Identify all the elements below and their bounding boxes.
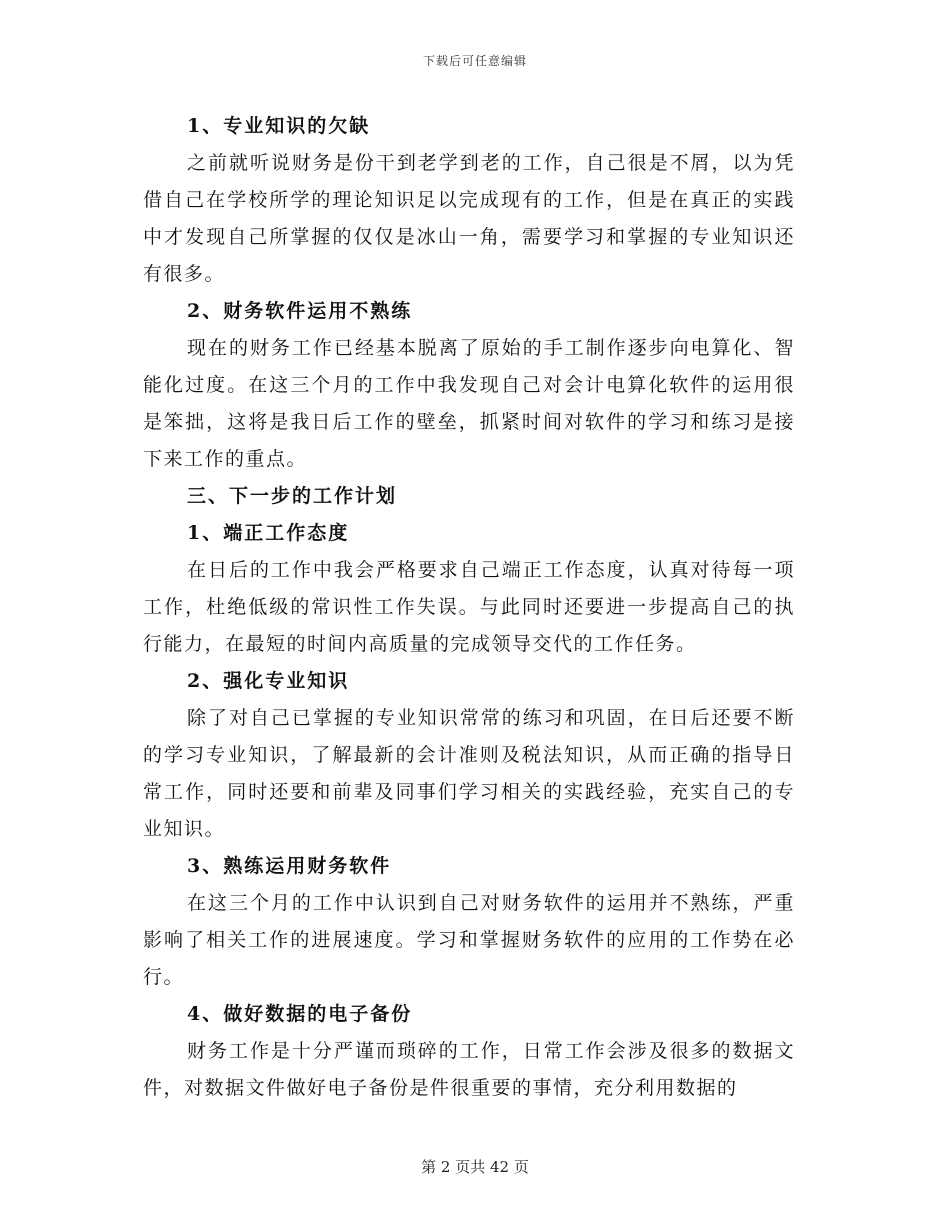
heading-next-work-plan: 三、下一步的工作计划	[187, 485, 398, 507]
paragraph-professional-knowledge-lack: 之前就听说财务是份干到老学到老的工作，自己很是不屑，以为凭借自己在学校所学的理论知识足以完成现有的工作，但是在真正的实践中才发现自己所掌握的仅仅是冰山一角，需要学习和掌握的专业知识还有很多。	[143, 152, 795, 285]
paragraph-strengthen-knowledge: 除了对自己已掌握的专业知识常常的练习和巩固，在日后还要不断的学习专业知识，了解最新的会计准则及税法知识，从而正确的指导日常工作，同时还要和前辈及同事们学习相关的实践经验，充实自己的专业知识。	[143, 707, 795, 840]
page-header: 下载后可任意编辑	[422, 54, 527, 68]
heading-correct-attitude: 1、端正工作态度	[187, 522, 350, 544]
paragraph-master-software: 在这三个月的工作中认识到自己对财务软件的运用并不熟练，严重影响了相关工作的进展速度。学习和掌握财务软件的应用的工作势在必行。	[143, 892, 795, 988]
paragraph-data-backup: 财务工作是十分严谨而琐碎的工作，日常工作会涉及很多的数据文件，对数据文件做好电子备份是件很重要的事情，充分利用数据的	[143, 1040, 795, 1099]
paragraph-correct-attitude: 在日后的工作中我会严格要求自己端正工作态度，认真对待每一项工作，杜绝低级的常识性工作失误。与此同时还要进一步提高自己的执行能力，在最短的时间内高质量的完成领导交代的工作任务。	[143, 559, 795, 655]
heading-software-unskilled: 2、财务软件运用不熟练	[187, 300, 413, 322]
page-footer: 第 2 页共 42 页	[421, 1158, 529, 1176]
heading-strengthen-knowledge: 2、强化专业知识	[187, 670, 350, 692]
heading-master-software: 3、熟练运用财务软件	[187, 855, 392, 877]
document-body	[143, 108, 795, 1107]
heading-data-backup: 4、做好数据的电子备份	[187, 1003, 413, 1025]
paragraph-software-unskilled: 现在的财务工作已经基本脱离了原始的手工制作逐步向电算化、智能化过度。在这三个月的工作中我发现自己对会计电算化软件的运用很是笨拙，这将是我日后工作的壁垒，抓紧时间对软件的学习和练习是接下来工作的重点。	[143, 337, 795, 470]
heading-professional-knowledge-lack: 1、专业知识的欠缺	[187, 115, 371, 137]
